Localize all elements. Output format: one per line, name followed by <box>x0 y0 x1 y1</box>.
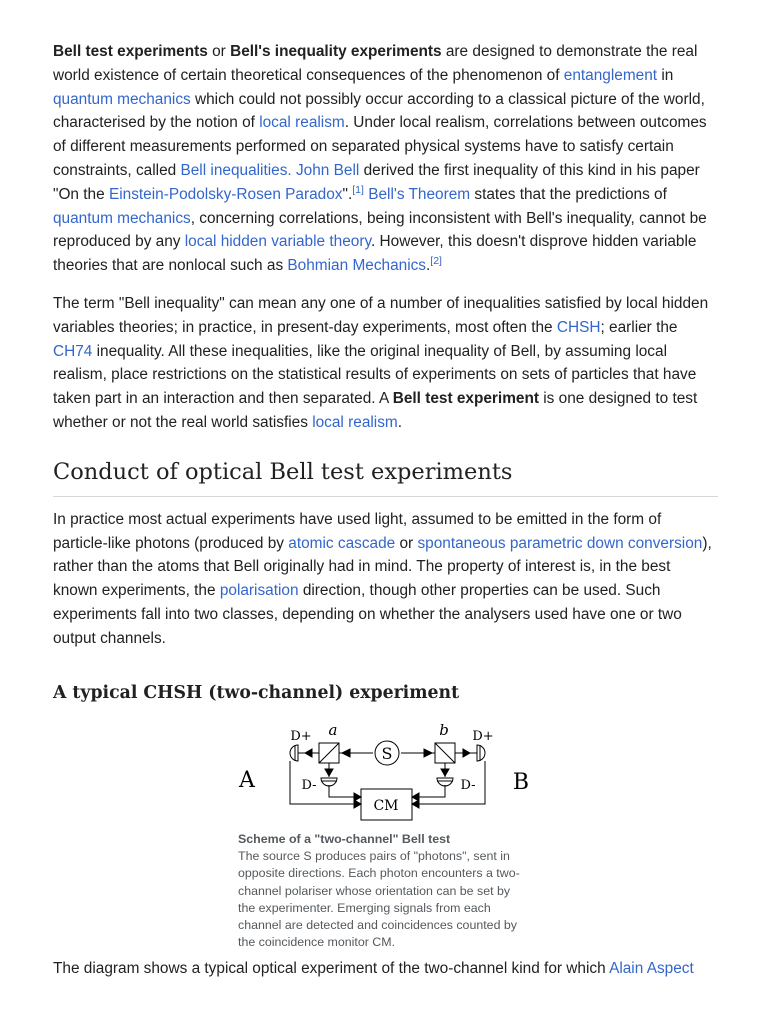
reference-link-1[interactable]: [1] <box>352 183 364 196</box>
term-paragraph <box>53 292 718 435</box>
diagram-paragraph <box>53 957 721 981</box>
text: which could not possibly occur according to a classical picture of the world, characterised by the notion of <box>53 90 705 132</box>
dminus-left-label: D- <box>301 778 317 793</box>
link-chsh[interactable]: CHSH <box>556 318 601 336</box>
dminus-right-label: D- <box>460 778 476 793</box>
link-polarisation[interactable]: polarisation <box>219 582 299 600</box>
coincidence-monitor-label: CM <box>373 798 399 814</box>
arrow-down-b <box>441 769 449 776</box>
reference-link-2[interactable]: [2] <box>430 255 442 268</box>
link-john-bell[interactable]: John Bell <box>295 161 360 179</box>
bold-term: Bell's inequality experiments <box>230 43 442 60</box>
text: . <box>397 413 403 431</box>
arrow-left-detector <box>305 749 312 757</box>
link-bell-inequalities[interactable]: Bell inequalities. <box>180 161 292 179</box>
text: The term "Bell inequality" can mean any one of a number of inequalities satisfied by local hidden variables theories; in practice, in present-day experiments, most often the <box>53 294 709 336</box>
link-local-hidden-variable-theory[interactable]: local hidden variable theory <box>184 233 371 251</box>
side-b-label: B <box>512 770 530 795</box>
caption-title: Scheme of a "two-channel" Bell test <box>238 832 451 846</box>
text: . However, this doesn't disprove hidden variable theories that are nonlocal such as <box>53 233 697 275</box>
link-bells-theorem[interactable]: Bell's Theorem <box>368 185 471 203</box>
arrow-right <box>424 749 432 757</box>
detector-dminus-left-icon <box>321 778 337 786</box>
chsh-figure <box>238 717 533 951</box>
angle-a-label: a <box>328 721 338 739</box>
text: inequality. All these inequalities, like the original inequality of Bell, by assuming local realism, place restrictions on the statistical results of experiments on sets of particles that have taken part in an interaction and then separated. A <box>53 342 697 408</box>
arrow-cm-b-minus <box>412 793 419 801</box>
dplus-left-label: D+ <box>290 729 312 744</box>
angle-b-label: b <box>439 721 449 739</box>
source-label: S <box>381 744 393 763</box>
arrow-cm-a-minus <box>354 793 361 801</box>
link-spontaneous-parametric-down-conversion[interactable]: spontaneous parametric down conversion <box>417 534 703 552</box>
link-entanglement[interactable]: entanglement <box>563 66 658 84</box>
section-heading: Conduct of optical Bell test experiments <box>53 457 718 497</box>
link-local-realism[interactable]: local realism <box>259 114 345 132</box>
arrow-cm-b-plus <box>412 800 419 808</box>
detector-dplus-left-icon <box>290 745 298 761</box>
text: or <box>395 534 418 552</box>
detector-dminus-right-icon <box>437 778 453 786</box>
dplus-right-label: D+ <box>472 729 494 744</box>
text: , concerning correlations, being inconsistent with Bell's inequality, cannot be reproduced by any <box>53 209 707 251</box>
detector-dplus-right-icon <box>477 745 485 761</box>
arrow-down-a <box>325 769 333 776</box>
optical-paragraph <box>53 508 718 651</box>
caption-text: The source S produces pairs of "photons", sent in opposite directions. Each photon encounters a two-channel polariser whose orientation can be set by the experimenter. Emerging signals from each channel are detected and coincidences counted by the coincidence monitor CM. <box>238 849 520 950</box>
text: derived the first inequality of this kind in his paper "On the <box>53 161 700 203</box>
bold-term: Bell test experiment <box>392 390 539 408</box>
link-epr-paradox[interactable]: Einstein-Podolsky-Rosen Paradox <box>108 185 343 203</box>
text: ; earlier the <box>600 318 678 336</box>
text: in <box>657 66 674 84</box>
arrow-left <box>342 749 350 757</box>
article-body <box>53 40 718 705</box>
link-ch74[interactable]: CH74 <box>53 342 93 360</box>
text: ". <box>342 185 353 203</box>
subsection-heading: A typical CHSH (two-channel) experiment <box>53 682 460 703</box>
figure-caption <box>238 831 530 951</box>
text: states that the predictions of <box>470 185 667 203</box>
arrow-cm-a-plus <box>354 800 361 808</box>
arrow-right-detector <box>463 749 470 757</box>
link-local-realism[interactable]: local realism <box>312 413 398 431</box>
text: or <box>207 43 231 60</box>
link-quantum-mechanics[interactable]: quantum mechanics <box>53 90 191 108</box>
text: ), rather than the atoms that Bell originally had in mind. The property of interest is, in the best known experiments, the <box>53 534 712 600</box>
text: . <box>426 257 431 275</box>
link-quantum-mechanics[interactable]: quantum mechanics <box>53 209 191 227</box>
side-a-label: A <box>239 768 255 793</box>
bold-term: Bell test experiments <box>53 43 208 60</box>
link-atomic-cascade[interactable]: atomic cascade <box>288 534 396 552</box>
text: is one designed to test whether or not the real world satisfies <box>53 390 698 431</box>
intro-paragraph <box>53 40 718 278</box>
text: direction, though other properties can be used. Such experiments fall into two classes, depending on whether the analysers used have one or two output channels. <box>53 582 682 647</box>
link-alain-aspect[interactable]: Alain Aspect <box>609 960 694 977</box>
text: In practice most actual experiments have used light, assumed to be emitted in the form of particle-like photons (produced by <box>53 510 662 552</box>
text: . Under local realism, correlations between outcomes of different measurements performed on separated physical systems have to satisfy certain constraints, called <box>53 114 707 179</box>
link-bohmian-mechanics[interactable]: Bohmian Mechanics <box>287 257 427 275</box>
chsh-diagram <box>238 717 533 824</box>
text: The diagram shows a typical optical experiment of the two-channel kind for which <box>53 960 610 977</box>
text: are designed to demonstrate the real world existence of certain theoretical consequences of the phenomenon of <box>53 43 698 84</box>
